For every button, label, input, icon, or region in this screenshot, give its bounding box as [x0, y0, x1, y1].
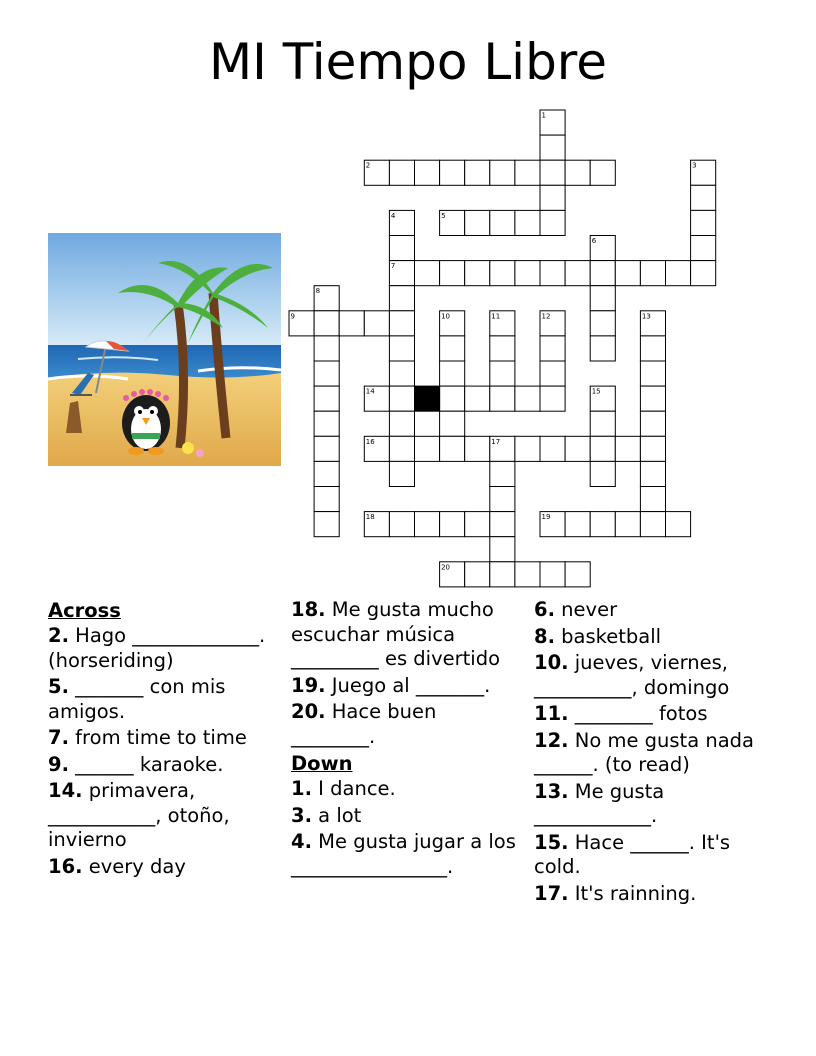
- clues-column-1: [48, 598, 276, 881]
- crossword-cell[interactable]: [540, 261, 565, 286]
- crossword-cell[interactable]: [590, 512, 615, 537]
- clues-column-2: [291, 598, 521, 881]
- crossword-cell[interactable]: [364, 311, 389, 336]
- clue-number: 15: [591, 387, 601, 396]
- clue-item: [291, 777, 521, 802]
- clue-text: primavera, ___________, otoño, invierno: [48, 779, 230, 851]
- crossword-cell[interactable]: [540, 361, 565, 386]
- across-clue-list: [48, 624, 276, 879]
- clue-number: 10.: [534, 651, 569, 674]
- crossword-cell[interactable]: [540, 160, 565, 185]
- clue-text: jueves, viernes, __________, domingo: [534, 651, 730, 699]
- crossword-cell[interactable]: [515, 562, 540, 587]
- crossword-cell[interactable]: [339, 311, 364, 336]
- crossword-cell[interactable]: [415, 512, 440, 537]
- clue-number: 18.: [291, 598, 326, 621]
- clue-number: 1: [541, 111, 546, 120]
- crossword-cell[interactable]: [490, 562, 515, 587]
- across-clue-list: [291, 598, 521, 749]
- clue-number: 9: [290, 312, 295, 321]
- crossword-cell[interactable]: [565, 562, 590, 587]
- clue-number: 9.: [48, 752, 69, 776]
- crossword-cell[interactable]: [691, 236, 716, 261]
- clue-item: [534, 831, 779, 880]
- clue-number: 13: [641, 312, 651, 321]
- crossword-cell[interactable]: [440, 160, 465, 185]
- clue-number: 14: [365, 387, 375, 396]
- crossword-cell[interactable]: [590, 436, 615, 461]
- crossword-cell[interactable]: [389, 386, 414, 411]
- crossword-cell[interactable]: [691, 210, 716, 235]
- crossword-cell[interactable]: [314, 386, 339, 411]
- crossword-cell[interactable]: [640, 487, 665, 512]
- clue-number: 1.: [291, 777, 312, 800]
- crossword-cell[interactable]: [314, 311, 339, 336]
- crossword-cell[interactable]: [691, 185, 716, 210]
- clue-text: ________ fotos: [568, 702, 708, 725]
- clue-number: 16: [365, 437, 375, 446]
- crossword-cell[interactable]: [314, 436, 339, 461]
- clue-number: 11: [491, 312, 501, 321]
- crossword-cell[interactable]: [415, 160, 440, 185]
- crossword-cell[interactable]: [590, 311, 615, 336]
- down-clue-list: [291, 777, 521, 879]
- page-title: MI Tiempo Libre: [208, 33, 608, 91]
- crossword-cell[interactable]: [490, 487, 515, 512]
- crossword-cell[interactable]: [540, 135, 565, 160]
- clue-number: 6: [591, 237, 597, 245]
- crossword-cell[interactable]: [590, 160, 615, 185]
- crossword-cell[interactable]: [515, 386, 540, 411]
- clue-number: 7: [390, 262, 396, 271]
- clue-number: 4: [390, 211, 396, 220]
- clue-number: 17.: [534, 881, 569, 905]
- clue-item: [291, 700, 521, 749]
- clue-number: 2.: [48, 624, 69, 647]
- crossword-cell[interactable]: [389, 461, 414, 486]
- clue-text: Hago _____________. (horseriding): [48, 624, 266, 672]
- crossword-cell[interactable]: [465, 261, 490, 286]
- crossword-cell[interactable]: [440, 261, 465, 286]
- crossword-cell[interactable]: [314, 512, 339, 537]
- crossword-cell[interactable]: [389, 160, 414, 185]
- crossword-cell[interactable]: [590, 461, 615, 486]
- clue-text: ______ karaoke.: [68, 752, 224, 776]
- crossword-cell[interactable]: [314, 487, 339, 512]
- clue-number: 5.: [48, 675, 69, 698]
- clue-number: 10: [441, 312, 451, 321]
- crossword-cell[interactable]: [490, 261, 515, 286]
- crossword-cell[interactable]: [490, 461, 515, 486]
- clue-number: 14.: [48, 779, 83, 802]
- crossword-cell[interactable]: [440, 386, 465, 411]
- crossword-cell[interactable]: [590, 286, 615, 311]
- crossword-cell[interactable]: [615, 436, 640, 461]
- clue-text: basketball: [554, 624, 662, 648]
- clue-item: [534, 729, 779, 778]
- crossword-cell[interactable]: [490, 537, 515, 562]
- clue-number: 12.: [534, 728, 569, 752]
- clue-item: [534, 598, 779, 623]
- crossword-cell[interactable]: [465, 386, 490, 411]
- crossword-cell[interactable]: [540, 386, 565, 411]
- clue-number: 16.: [48, 854, 83, 878]
- clue-item: [48, 726, 276, 751]
- clue-number: 6.: [534, 598, 555, 621]
- crossword-cell[interactable]: [490, 210, 515, 235]
- clue-number: 19.: [291, 673, 326, 697]
- clue-text: Juego al _______.: [325, 673, 491, 697]
- clue-number: 12: [541, 312, 551, 321]
- crossword-cell[interactable]: [440, 436, 465, 461]
- crossword-cell[interactable]: [465, 160, 490, 185]
- crossword-cell[interactable]: [691, 261, 716, 286]
- clue-number: 5: [441, 211, 446, 220]
- crossword-cell[interactable]: [465, 562, 490, 587]
- clue-number: 20.: [291, 700, 326, 723]
- clue-text: Me gusta jugar a los ________________.: [291, 830, 516, 878]
- crossword-cell[interactable]: [615, 512, 640, 537]
- crossword-cell[interactable]: [389, 236, 414, 261]
- crossword-cell[interactable]: [640, 411, 665, 436]
- clue-item: [48, 855, 276, 880]
- clue-item: [534, 882, 779, 907]
- crossword-cell[interactable]: [389, 436, 414, 461]
- crossword-cell[interactable]: [440, 336, 465, 361]
- clue-number: 17: [491, 437, 501, 446]
- clue-item: [291, 674, 521, 699]
- crossword-cell[interactable]: [640, 461, 665, 486]
- crossword-cell[interactable]: [640, 336, 665, 361]
- crossword-cell[interactable]: [490, 160, 515, 185]
- crossword-cell[interactable]: [565, 160, 590, 185]
- crossword-cell[interactable]: [640, 436, 665, 461]
- crossword-cell[interactable]: [540, 562, 565, 587]
- crossword-cell[interactable]: [540, 336, 565, 361]
- crossword-cell[interactable]: [314, 461, 339, 486]
- crossword-cell[interactable]: [314, 336, 339, 361]
- crossword-cell[interactable]: [415, 436, 440, 461]
- crossword-cell[interactable]: [389, 336, 414, 361]
- crossword-cell[interactable]: [515, 436, 540, 461]
- clue-number: 15.: [534, 830, 569, 854]
- clue-number: 8.: [534, 624, 555, 648]
- crossword-cell[interactable]: [590, 261, 615, 286]
- crossword-cell[interactable]: [440, 411, 465, 436]
- clue-item: [48, 753, 276, 778]
- crossword-cell[interactable]: [590, 336, 615, 361]
- crossword-cell[interactable]: [490, 512, 515, 537]
- crossword-cell[interactable]: [565, 512, 590, 537]
- crossword-cell[interactable]: [565, 436, 590, 461]
- clue-text: from time to time: [68, 726, 247, 749]
- clue-text: Hace ______. It's cold.: [534, 830, 731, 878]
- clues-column-3: [534, 598, 779, 908]
- crossword-cell[interactable]: [640, 512, 665, 537]
- crossword-cell[interactable]: [389, 411, 414, 436]
- clue-number: 11.: [534, 702, 569, 725]
- crossword-cell[interactable]: [465, 512, 490, 537]
- clue-text: I dance.: [311, 777, 396, 800]
- clue-text: every day: [82, 854, 186, 878]
- clue-item: [534, 780, 779, 829]
- crossword-cell[interactable]: [540, 210, 565, 235]
- clue-number: 18: [365, 513, 375, 522]
- crossword-cell[interactable]: [515, 210, 540, 235]
- clue-text: _______ con mis amigos.: [48, 675, 226, 723]
- clue-text: Hace buen ________.: [291, 700, 437, 748]
- clue-item: [291, 804, 521, 829]
- clue-text: Me gusta ____________.: [534, 779, 665, 827]
- clue-number: 8: [315, 287, 321, 296]
- crossword-cell[interactable]: [389, 311, 414, 336]
- clue-text: never: [554, 598, 618, 621]
- crossword-cell[interactable]: [415, 261, 440, 286]
- crossword-cell[interactable]: [540, 436, 565, 461]
- clue-item: [291, 830, 521, 879]
- crossword-cell[interactable]: [640, 361, 665, 386]
- crossword-cell[interactable]: [440, 512, 465, 537]
- crossword-cell[interactable]: [615, 261, 640, 286]
- clue-number: 3: [692, 161, 697, 170]
- crossword-cell[interactable]: [490, 336, 515, 361]
- blocked-cell: [415, 386, 440, 411]
- crossword-cell[interactable]: [389, 361, 414, 386]
- clue-item: [48, 779, 276, 853]
- clue-text: No me gusta nada ______. (to read): [534, 728, 754, 776]
- crossword-cell[interactable]: [565, 261, 590, 286]
- clue-item: [534, 625, 779, 650]
- crossword-cell[interactable]: [666, 512, 691, 537]
- clue-text: It's rainning.: [568, 881, 697, 905]
- clue-number: 20: [441, 563, 451, 572]
- crossword-cell[interactable]: [640, 386, 665, 411]
- crossword-cell[interactable]: [440, 361, 465, 386]
- clue-number: 7.: [48, 726, 69, 749]
- crossword-cell[interactable]: [389, 286, 414, 311]
- crossword-cell[interactable]: [490, 361, 515, 386]
- crossword-cell[interactable]: [666, 261, 691, 286]
- clue-item: [48, 675, 276, 724]
- crossword-cell[interactable]: [540, 185, 565, 210]
- clue-number: 3.: [291, 803, 312, 827]
- crossword-cell[interactable]: [314, 361, 339, 386]
- crossword-cell[interactable]: [515, 160, 540, 185]
- down-clue-list: [534, 598, 779, 906]
- clue-item: [291, 598, 521, 672]
- clue-text: Me gusta mucho escuchar música _________ es divertido: [291, 598, 501, 670]
- crossword-cell[interactable]: [640, 261, 665, 286]
- clue-text: a lot: [311, 803, 362, 827]
- clue-number: 4.: [291, 830, 312, 853]
- clue-item: [48, 624, 276, 673]
- clue-number: 13.: [534, 779, 569, 803]
- crossword-cell[interactable]: [490, 386, 515, 411]
- clue-item: [534, 651, 779, 700]
- crossword-cell[interactable]: [465, 210, 490, 235]
- crossword-cell[interactable]: [515, 261, 540, 286]
- clue-number: 19: [541, 513, 551, 522]
- clue-item: [534, 702, 779, 727]
- down-heading: Down: [291, 752, 353, 775]
- crossword-cell[interactable]: [389, 512, 414, 537]
- crossword-cell[interactable]: [465, 436, 490, 461]
- crossword-cell[interactable]: [314, 411, 339, 436]
- clue-number: 2: [365, 161, 371, 170]
- across-heading: Across: [48, 599, 121, 622]
- crossword-cell[interactable]: [590, 411, 615, 436]
